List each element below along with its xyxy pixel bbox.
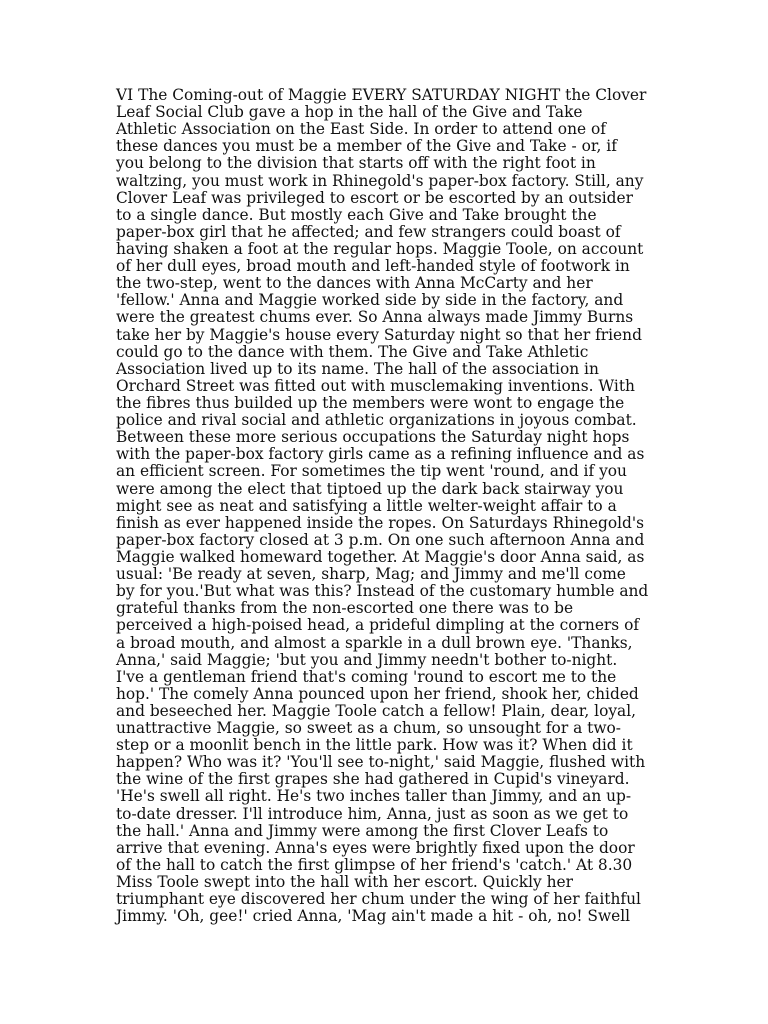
text-line: to a single dance. But mostly each Give and Take brought the (116, 205, 597, 224)
text-line: a broad mouth, and almost a sparkle in a dull brown eye. 'Thanks, (116, 633, 633, 652)
text-line: Miss Toole swept into the hall with her escort. Quickly her (116, 873, 573, 892)
text-line: of her dull eyes, broad mouth and left-handed style of footwork in (116, 257, 630, 276)
text-line: Orchard Street was fitted out with musclemaking inventions. With (116, 376, 635, 395)
text-line: by for you.'But what was this? Instead of the customary humble and (116, 582, 649, 601)
text-line: the fibres thus builded up the members were wont to engage the (116, 393, 625, 412)
text-line: 'fellow.' Anna and Maggie worked side by side in the factory, and (116, 291, 624, 310)
text-line: happen? Who was it? 'You'll see to-night,' said Maggie, flushed with (116, 753, 646, 772)
text-line: could go to the dance with them. The Give and Take Athletic (116, 342, 589, 361)
text-line: the wine of the first grapes she had gathered in Cupid's vineyard. (116, 770, 630, 789)
text-line: might see as neat and satisfying a little welter-weight affair to a (116, 496, 617, 515)
text-line: Clover Leaf was privileged to escort or be escorted by an outsider (116, 188, 633, 207)
text-line: an efficient screen. For sometimes the tip went 'round, and if you (116, 462, 627, 481)
text-line: you belong to the division that starts off with the right foot in (116, 154, 596, 173)
text-line: 'He's swell all right. He's two inches taller than Jimmy, and an up- (116, 787, 632, 806)
text-line: paper-box girl that he affected; and few strangers could boast of (116, 222, 621, 241)
body-text (116, 87, 661, 925)
text-line: the two-step, went to the dances with Anna McCarty and her (116, 274, 593, 293)
text-line: with the paper-box factory girls came as a refining influence and as (116, 445, 645, 464)
text-line: were among the elect that tiptoed up the dark back stairway you (116, 479, 624, 498)
text-line: VI The Coming-out of Maggie EVERY SATURDAY NIGHT the Clover (116, 86, 647, 104)
text-line: usual: 'Be ready at seven, sharp, Mag; and Jimmy and me'll come (116, 565, 626, 584)
text-line: waltzing, you must work in Rhinegold's paper-box factory. Still, any (116, 171, 644, 190)
text-line: and beseeched her. Maggie Toole catch a fellow! Plain, dear, loyal, (116, 701, 637, 720)
text-line: Anna,' said Maggie; 'but you and Jimmy needn't bother to-night. (116, 650, 618, 669)
text-line: Between these more serious occupations the Saturday night hops (116, 428, 630, 447)
text-line: Athletic Association on the East Side. In order to attend one of (116, 120, 606, 139)
text-line: paper-box factory closed at 3 p.m. On one such afternoon Anna and (116, 530, 645, 549)
text-line: I've a gentleman friend that's coming 'round to escort me to the (116, 667, 617, 686)
text-line: the hall.' Anna and Jimmy were among the first Clover Leafs to (116, 821, 609, 840)
text-line: unattractive Maggie, so sweet as a chum, so unsought for a two- (116, 719, 621, 738)
text-line: step or a moonlit bench in the little park. How was it? When did it (116, 736, 633, 755)
text-line: arrive that evening. Anna's eyes were brightly fixed upon the door (116, 838, 635, 857)
text-line: were the greatest chums ever. So Anna always made Jimmy Burns (116, 308, 634, 327)
text-line: Association lived up to its name. The hall of the association in (116, 359, 599, 378)
text-line: triumphant eye discovered her chum under the wing of her faithful (116, 890, 641, 909)
text-line: perceived a high-poised head, a prideful dimpling at the corners of (116, 616, 640, 635)
text-line: police and rival social and athletic organizations in joyous combat. (116, 411, 637, 430)
text-line: of the hall to catch the first glimpse of her friend's 'catch.' At 8.30 (116, 855, 633, 874)
text-line: Leaf Social Club gave a hop in the hall of the Give and Take (116, 103, 583, 122)
text-line: to-date dresser. I'll introduce him, Anna, just as soon as we get to (116, 804, 629, 823)
text-line: finish as ever happened inside the ropes. On Saturdays Rhinegold's (116, 513, 645, 532)
text-line: Jimmy. 'Oh, gee!' cried Anna, 'Mag ain't made a hit - oh, no! Swell (116, 907, 631, 926)
text-line: take her by Maggie's house every Saturday night so that her friend (116, 325, 642, 344)
text-line: grateful thanks from the non-escorted one there was to be (116, 599, 574, 618)
text-line: hop.' The comely Anna pounced upon her friend, shook her, chided (116, 684, 639, 703)
text-line: these dances you must be a member of the Give and Take - or, if (116, 137, 617, 156)
text-line: having shaken a foot at the regular hops. Maggie Toole, on account (116, 239, 644, 258)
text-line: Maggie walked homeward together. At Maggie's door Anna said, as (116, 547, 645, 566)
